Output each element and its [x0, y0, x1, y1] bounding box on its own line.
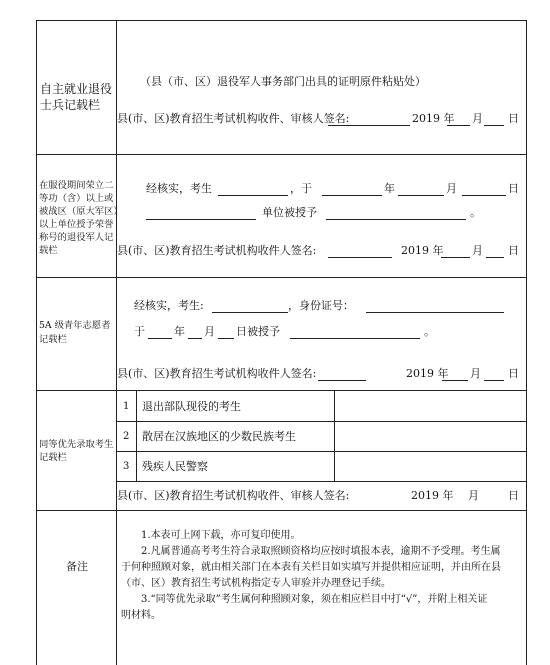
date-month: 月: [472, 244, 483, 257]
date-day: 日: [508, 367, 519, 380]
in-year-text: 于: [134, 325, 145, 338]
row-label: 记载栏: [39, 334, 67, 345]
item-number-divider: [136, 390, 137, 482]
month-field[interactable]: [441, 257, 470, 258]
candidate-name-field[interactable]: [212, 312, 288, 313]
year-text: 年: [174, 325, 185, 338]
month-field[interactable]: [442, 380, 468, 381]
row-label: 在服役期间荣立二: [39, 180, 114, 191]
table-border-left: [36, 20, 37, 665]
row-divider: [36, 154, 527, 155]
verified-text: 经核实，考生: [146, 182, 212, 195]
row-divider: [36, 20, 527, 21]
at-text: ，于: [290, 182, 312, 195]
item-text: 退出部队现役的考生: [142, 400, 241, 413]
date-month: 月: [472, 112, 483, 125]
date-year: 2019 年: [406, 367, 449, 380]
item-number: 3: [123, 461, 130, 472]
period-text: 。: [424, 325, 435, 338]
date-year: 2019 年: [411, 489, 454, 502]
honor-field[interactable]: [290, 338, 420, 339]
unit-granted-text: 单位被授予: [262, 206, 317, 219]
item-checkbox[interactable]: [335, 391, 525, 420]
month-field[interactable]: [398, 195, 444, 196]
remark-line: 1.本表可上网下载，亦可复印使用。: [141, 530, 301, 541]
signature-field[interactable]: [328, 257, 392, 258]
date-day: 日: [508, 112, 519, 125]
paste-area-note: （县（市、区）退役军人事务部门出具的证明原件粘贴处）: [140, 75, 426, 88]
signature-field[interactable]: [328, 125, 410, 126]
date-day: 日: [508, 244, 519, 257]
date-month: 月: [468, 489, 479, 502]
row-label: 被战区（原大军区）: [39, 206, 123, 217]
day-text: 日: [508, 182, 519, 195]
date-day: 日: [508, 489, 519, 502]
item-number: 1: [123, 401, 130, 412]
remark-line: 3.“同等优先录取”考生属何种照顾对象，须在相应栏目中打“√”，并附上相关证: [141, 594, 488, 605]
remark-line: （市、区）教育招生考试机构指定专人审验并办理登记手续。: [121, 578, 391, 589]
signature-field[interactable]: [318, 380, 366, 381]
row-label: 士兵记载栏: [40, 98, 101, 112]
row-label: 载栏: [39, 245, 58, 256]
month-field[interactable]: [188, 338, 202, 339]
month-text: 月: [446, 182, 457, 195]
day-field[interactable]: [218, 338, 234, 339]
date-year: 2019 年: [401, 244, 444, 257]
remark-line: 明材料。: [121, 610, 161, 621]
unit-field[interactable]: [146, 219, 256, 220]
verified-text: 经核实，考生:: [134, 299, 204, 312]
row-label: 称号的退役军人记: [39, 232, 114, 243]
remark-line: 2.凡属普通高考考生符合录取照顾资格均应按时填报本表，逾期不予受理。考生属: [141, 546, 501, 557]
row-divider: [36, 510, 527, 511]
day-field[interactable]: [486, 257, 504, 258]
year-field[interactable]: [322, 195, 382, 196]
date-month: 月: [470, 367, 481, 380]
id-number-field[interactable]: [366, 312, 504, 313]
period-text: 。: [470, 206, 481, 219]
item-text: 散居在汉族地区的少数民族考生: [142, 430, 296, 443]
item-divider: [116, 481, 527, 482]
row-label: 自主就业退役: [40, 82, 113, 96]
row-label: 以上单位授予荣誉: [39, 219, 114, 230]
row-label: 等功（含）以上或: [39, 193, 114, 204]
signature-label: 县(市、区)教育招生考试机构收件、审核人签名:: [117, 489, 350, 502]
signature-label: 县(市、区)教育招生考试机构收件、审核人签名:: [117, 112, 350, 125]
item-checkbox[interactable]: [335, 452, 525, 480]
year-field[interactable]: [148, 338, 172, 339]
date-year: 2019 年: [412, 112, 455, 125]
day-field[interactable]: [462, 195, 506, 196]
row-label: 同等优先录取考生: [39, 439, 114, 450]
month-text: 月: [204, 325, 215, 338]
row-label: 记载栏: [39, 452, 67, 463]
id-label: ，身份证号：: [288, 299, 354, 312]
signature-label: 县(市、区)教育招生考试机构收件人签名:: [117, 367, 317, 380]
row-divider: [36, 277, 527, 278]
day-granted-text: 日被授予: [236, 325, 280, 338]
item-text: 残疾人民警察: [142, 460, 208, 473]
row-label: 5A 级青年志愿者: [39, 320, 111, 331]
month-field[interactable]: [447, 125, 470, 126]
year-text: 年: [384, 182, 395, 195]
day-field[interactable]: [484, 125, 504, 126]
item-checkbox[interactable]: [335, 422, 525, 450]
candidate-name-field[interactable]: [218, 195, 288, 196]
signature-label: 县(市、区)教育招生考试机构收件人签名:: [117, 244, 317, 257]
remarks-label: 备注: [66, 560, 88, 573]
item-number: 2: [123, 431, 130, 442]
remark-line: 于何种照顾对象，就由相关部门在本表有关栏目如实填写并提供相应证明，并由所在县: [121, 562, 501, 573]
day-field[interactable]: [484, 380, 504, 381]
honor-field[interactable]: [326, 219, 466, 220]
table-border-right: [526, 20, 527, 665]
signature-field[interactable]: [328, 486, 408, 504]
